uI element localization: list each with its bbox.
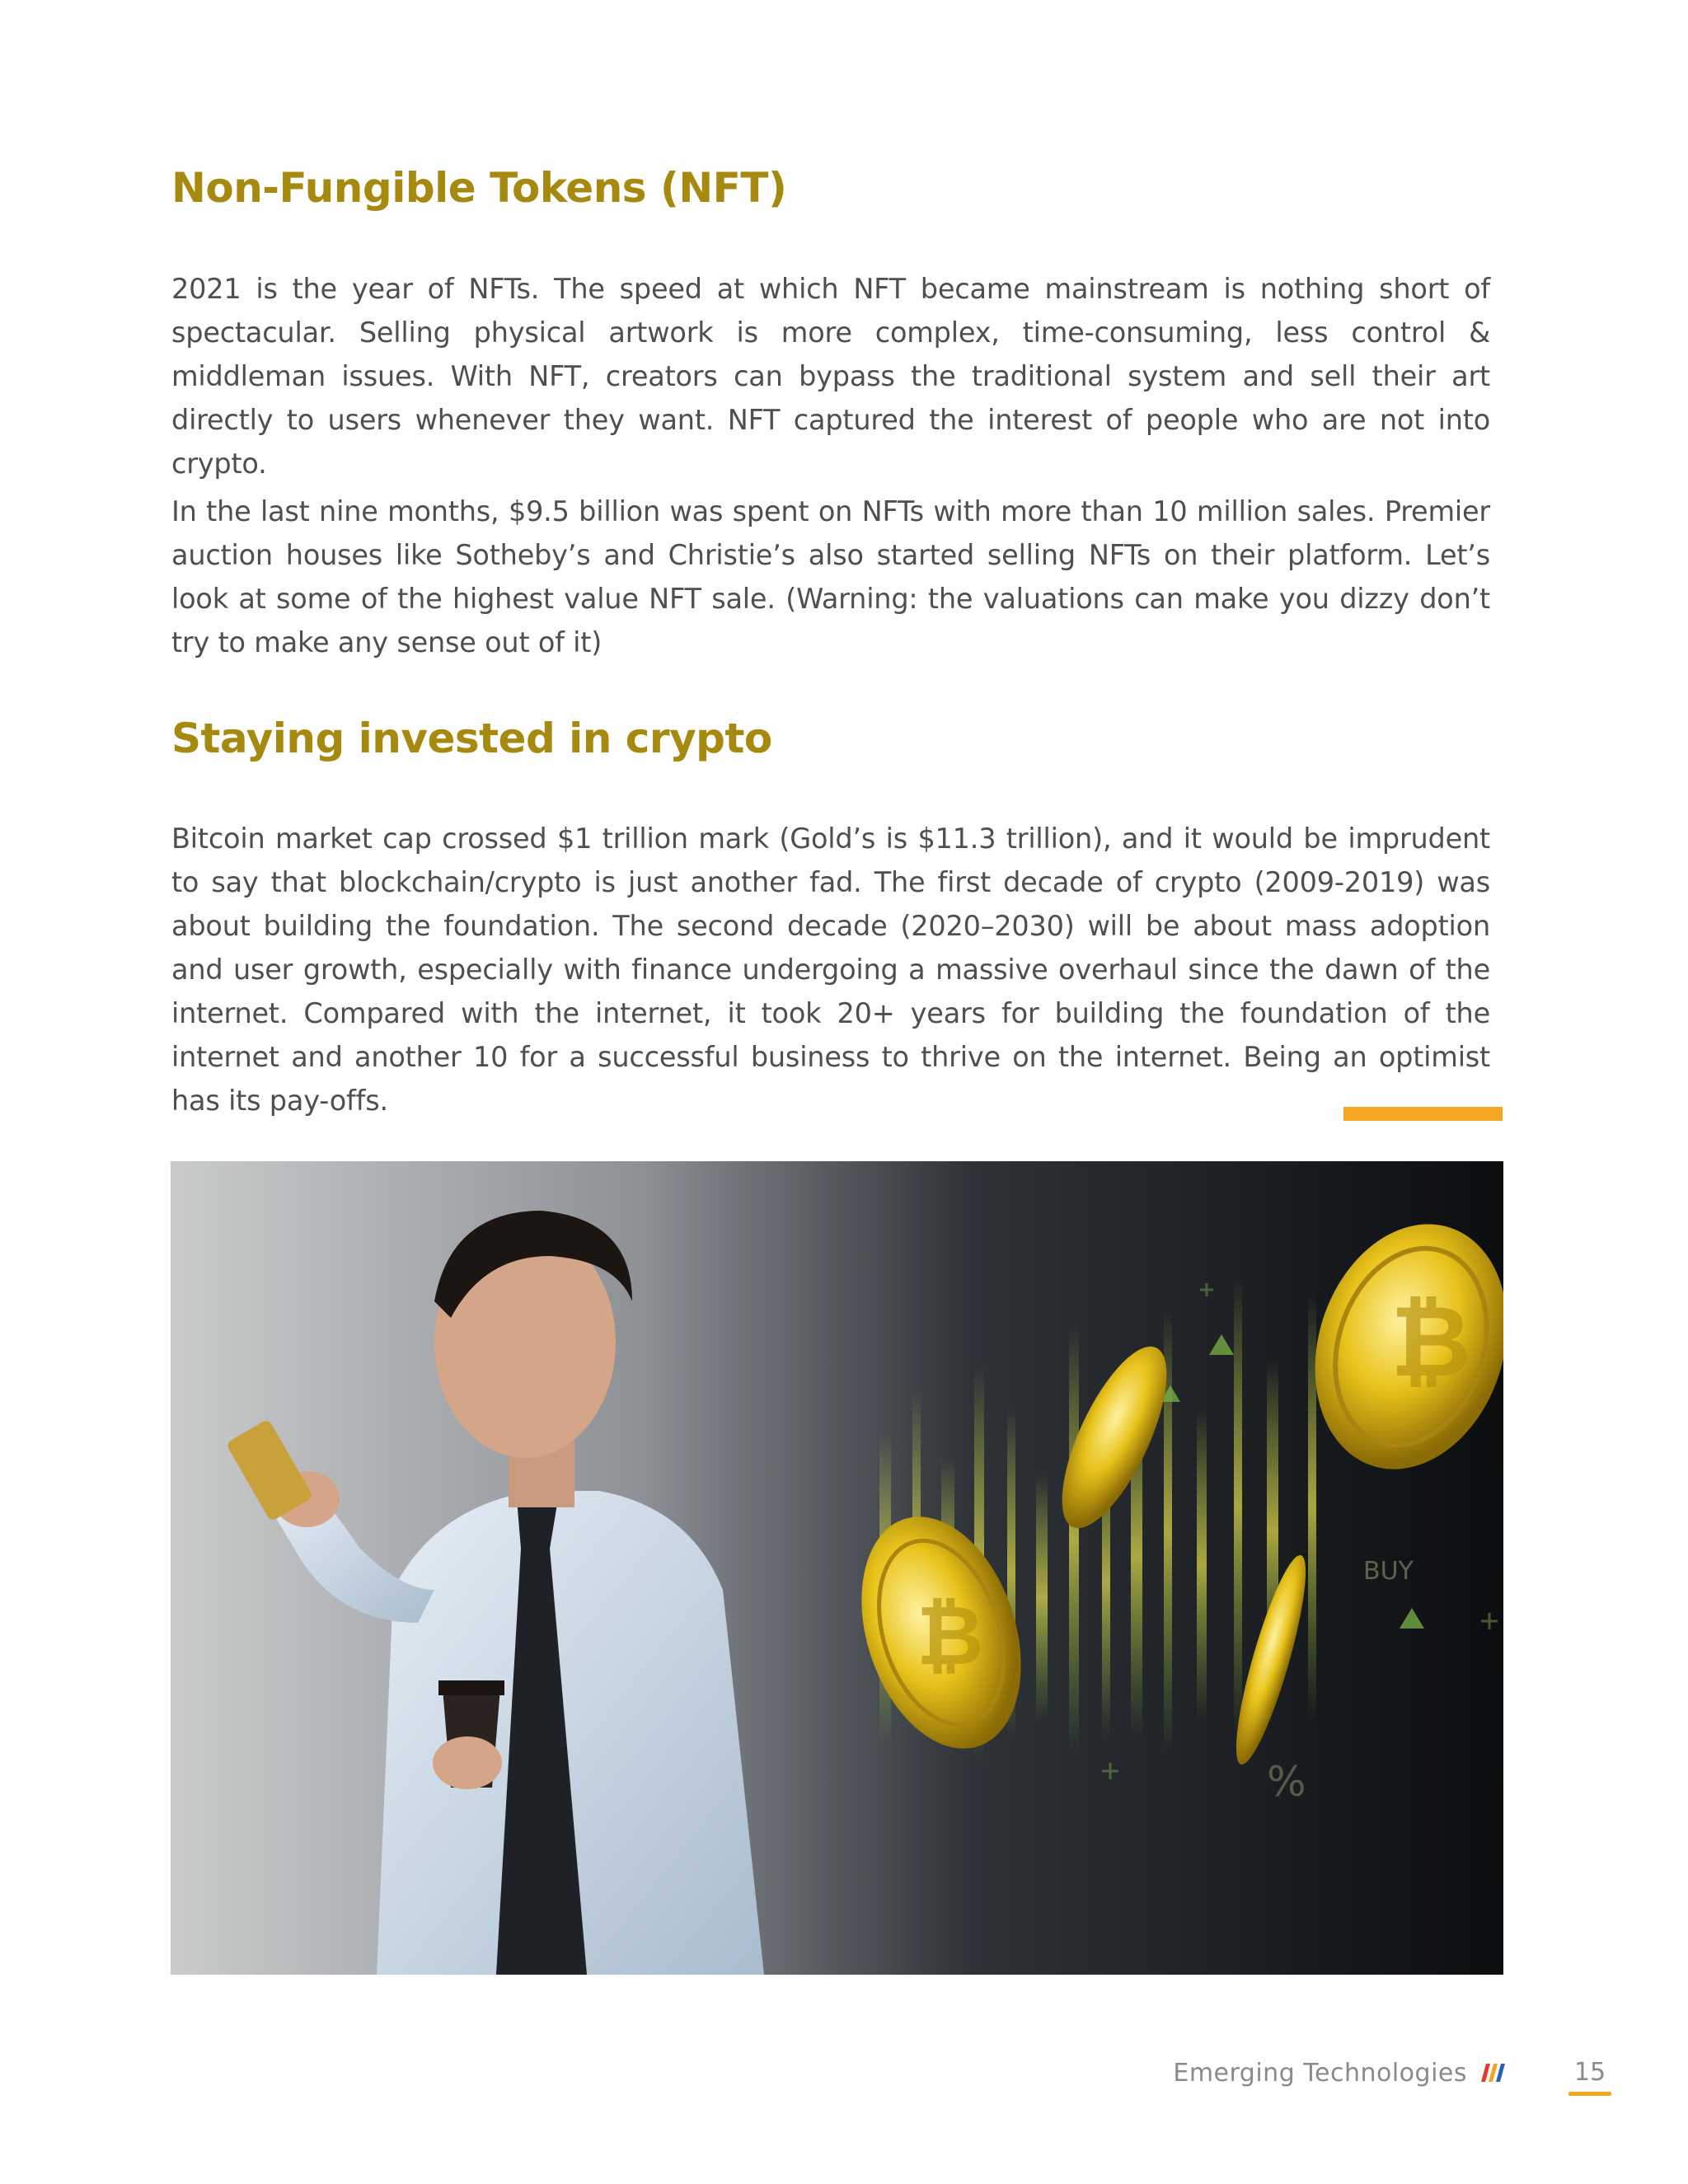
- page-number: 15: [1573, 2058, 1606, 2087]
- hero-image-man-with-bitcoins: [171, 1161, 1503, 1975]
- hero-illustration: [171, 1161, 1503, 1975]
- svg-text:₿: ₿: [917, 1587, 984, 1684]
- crypto-paragraph-1: Bitcoin market cap crossed $1 trillion mark (Gold’s is $11.3 trillion), and it would be imprudent to say that blockchain/crypto is just another fad. The first decade of crypto (2009-2019) was about building the foundation. The second decade (2020–2030) will be about mass adoption and user growth, especially with finance undergoing a massive overhaul since the dawn of the internet. Compared with the internet, it took 20+ years for building the foundation of the internet and another 10 for a successful business to thrive on the internet. Being an optimist has its pay-offs.: [171, 823, 1490, 1117]
- svg-text:₿: ₿: [1390, 1285, 1471, 1399]
- buy-label: BUY: [1363, 1557, 1414, 1586]
- nft-paragraph-2: In the last nine months, $9.5 billion was spent on NFTs with more than 10 million sales. Premier auction houses like Sotheby’s and Christie’s also started selling NFTs on their platform. Let’s look at some of the highest value NFT sale. (Warning: the valuations can make you dizzy don’t try to make any sense out of it): [171, 495, 1490, 658]
- section-heading-nft: Non-Fungible Tokens (NFT): [171, 164, 787, 212]
- section-heading-staying-invested: Staying invested in crypto: [171, 715, 772, 762]
- nft-paragraph-1: 2021 is the year of NFTs. The speed at which NFT became mainstream is nothing short of spectacular. Selling physical artwork is more complex, time-consuming, less control & middleman issues. With NFT, creators can bypass the traditional system and sell their art directly to users whenever they want. NFT captured the interest of people who are not into crypto.: [171, 273, 1490, 480]
- accent-bar: [1343, 1107, 1503, 1121]
- footer-label: Emerging Technologies: [1173, 2059, 1467, 2088]
- percent-glyph: %: [1267, 1758, 1306, 1806]
- footer-stripes-icon: [1481, 2060, 1506, 2085]
- page-number-underline: [1568, 2092, 1611, 2096]
